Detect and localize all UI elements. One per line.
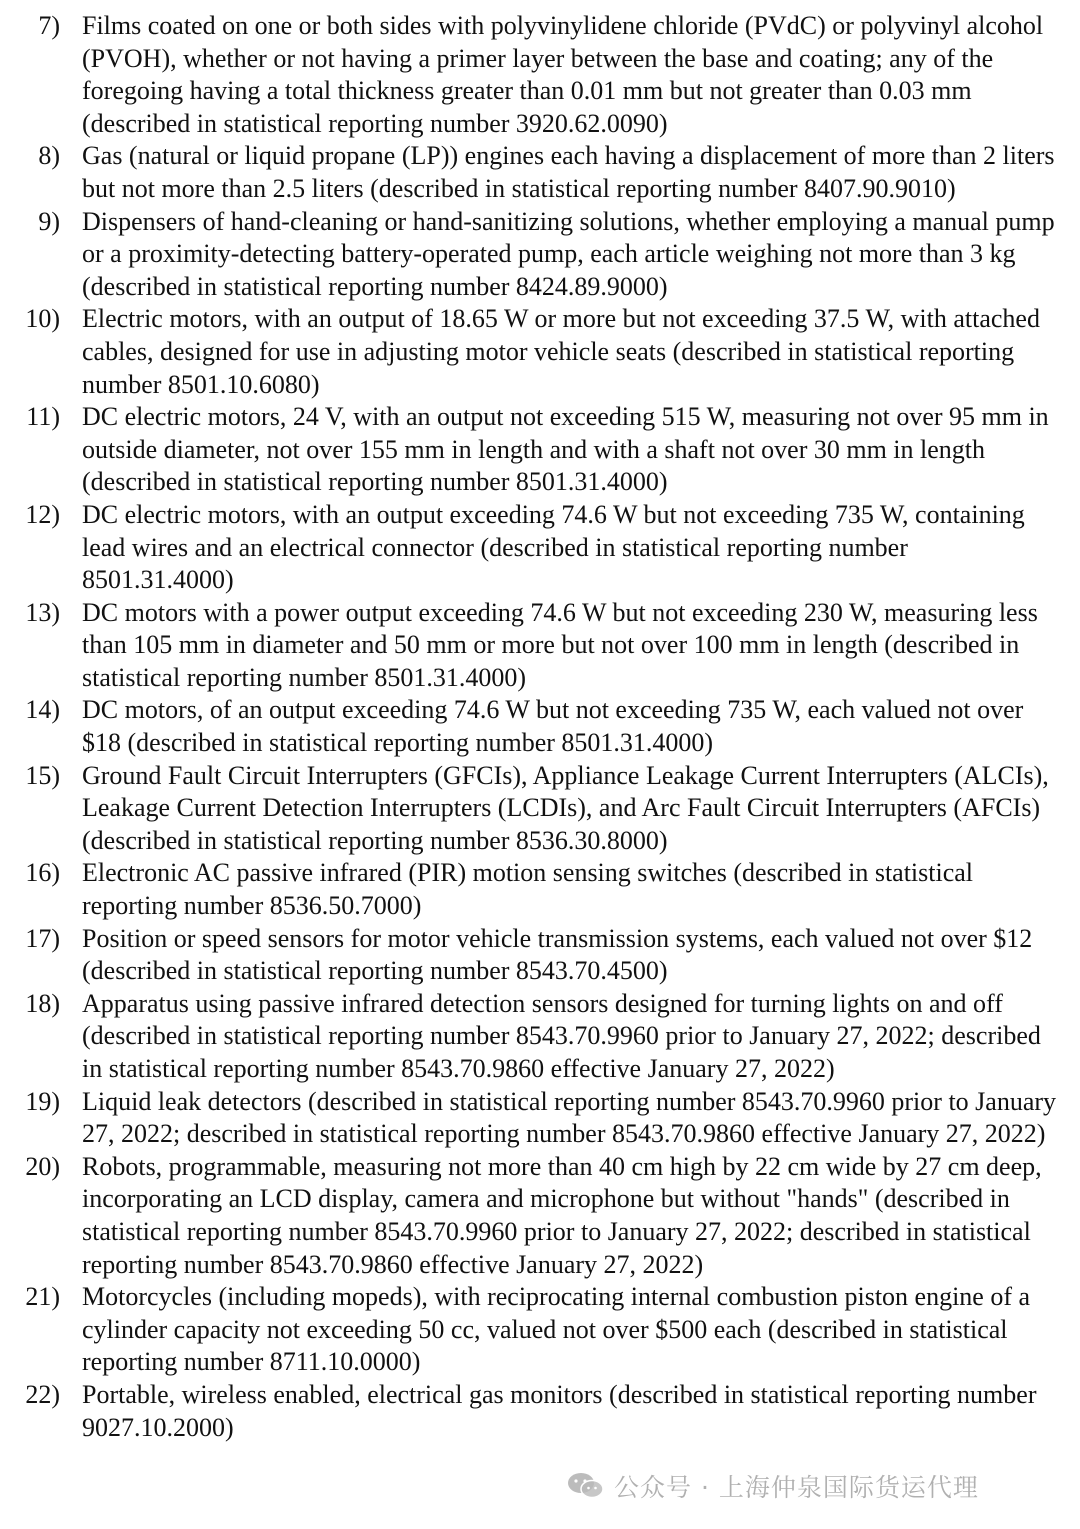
item-number: 11) [26,402,60,432]
item-text: Apparatus using passive infrared detection sensors designed for turning lights on and off (described in statistical reporting number 8543.70.9960 prior to January 27, 2022; described in statistical reporting number 8543.70.9860 effective January 27, 2022) [82,988,1041,1083]
item-number: 7) [38,11,60,40]
wechat-icon [566,1471,606,1501]
list-item [0,303,1080,401]
item-text: Electric motors, with an output of 18.65 W or more but not exceeding 37.5 W, with attached cables, designed for use in adjusting motor vehicle seats (described in statistical reporting number 8501.10.6080) [82,304,1040,399]
item-text: Robots, programmable, measuring not more than 40 cm high by 22 cm wide by 27 cm deep, incorporating an LCD display, camera and microphone but without "hands" (described in statistical reporting number 8543.70.9960 prior to January 27, 2022; described in statistical reporting number 8543.70.9860 effective January 27, 2022) [82,1151,1042,1279]
list-item [0,988,1080,1086]
item-text: Films coated on one or both sides with polyvinylidene chloride (PVdC) or polyvinyl alcohol (PVOH), whether or not having a primer layer between the base and coating; any of the foregoing having a total thickness greater than 0.01 mm but not greater than 0.03 mm (described in statistical reporting number 3920.62.0090) [82,11,1044,138]
list-item [0,1281,1080,1379]
list-item [0,760,1080,858]
item-number: 8) [38,141,60,171]
list-item [0,206,1080,304]
item-number: 14) [25,695,60,725]
list-item [0,1151,1080,1281]
list-item [0,499,1080,597]
item-number: 9) [38,206,60,236]
item-text: Motorcycles (including mopeds), with reciprocating internal combustion piston engine of a cylinder capacity not exceeding 50 cc, valued not over $500 each (described in statistical reporting number 8711.10.0000) [82,1282,1031,1377]
document-list [0,10,1080,1444]
list-item [0,401,1080,499]
item-text: DC motors, of an output exceeding 74.6 W but not exceeding 735 W, each valued not over $18 (described in statistical reporting number 8501.31.4000) [82,695,1024,758]
watermark [566,1466,979,1506]
item-text: Gas (natural or liquid propane (LP)) engines each having a displacement of more than 2 liters but not more than 2.5 liters (described in statistical reporting number 8407.90.9010) [82,141,1055,203]
item-text: DC electric motors, 24 V, with an output not exceeding 515 W, measuring not over 95 mm in outside diameter, not over 155 mm in length and with a shaft not over 30 mm in length (described in statistical reporting number 8501.31.4000) [82,402,1049,497]
list-item [0,140,1080,205]
item-number: 16) [25,858,60,888]
item-text: Position or speed sensors for motor vehicle transmission systems, each valued not over $12 (described in statistical reporting number 8543.70.4500) [82,923,1033,986]
item-number: 21) [25,1282,60,1312]
item-number: 18) [25,988,60,1018]
list-item [0,923,1080,988]
list-item [0,694,1080,759]
list-item [0,1086,1080,1151]
item-number: 17) [25,923,60,953]
list-item [0,597,1080,695]
item-text: Portable, wireless enabled, electrical gas monitors (described in statistical reporting number 9027.10.2000) [82,1379,1037,1442]
item-number: 19) [25,1086,60,1116]
item-text: Ground Fault Circuit Interrupters (GFCIs), Appliance Leakage Current Interrupters (ALCIs), Leakage Current Detection Interrupters (LCDIs), and Arc Fault Circuit Interrupters (AFCIs) (described in statistical reporting number 8536.30.8000) [82,760,1049,855]
watermark-text: 公众号 · 上海仲泉国际货运代理 [614,1473,979,1502]
item-number: 13) [25,597,60,627]
item-text: DC electric motors, with an output exceeding 74.6 W but not exceeding 735 W, containing lead wires and an electrical connector (described in statistical reporting number 8501.31.4000) [82,499,1025,595]
item-text: Electronic AC passive infrared (PIR) motion sensing switches (described in statistical reporting number 8536.50.7000) [82,858,974,921]
item-text: Dispensers of hand-cleaning or hand-sanitizing solutions, whether employing a manual pump or a proximity-detecting battery-operated pump, each article weighing not more than 3 kg (described in statistical reporting number 8424.89.9000) [82,206,1055,301]
list-item [0,857,1080,922]
item-number: 10) [25,304,60,334]
item-text: Liquid leak detectors (described in statistical reporting number 8543.70.9960 prior to January 27, 2022; described in statistical reporting number 8543.70.9860 effective January 27, 2022) [82,1086,1057,1149]
list-item [0,10,1080,140]
list-item [0,1379,1080,1444]
item-number: 20) [25,1151,60,1181]
item-number: 12) [25,499,60,529]
item-number: 22) [25,1379,60,1409]
item-number: 15) [25,760,60,790]
item-text: DC motors with a power output exceeding 74.6 W but not exceeding 230 W, measuring less than 105 mm in diameter and 50 mm or more but not over 100 mm in length (described in statistical reporting number 8501.31.4000) [82,597,1038,692]
